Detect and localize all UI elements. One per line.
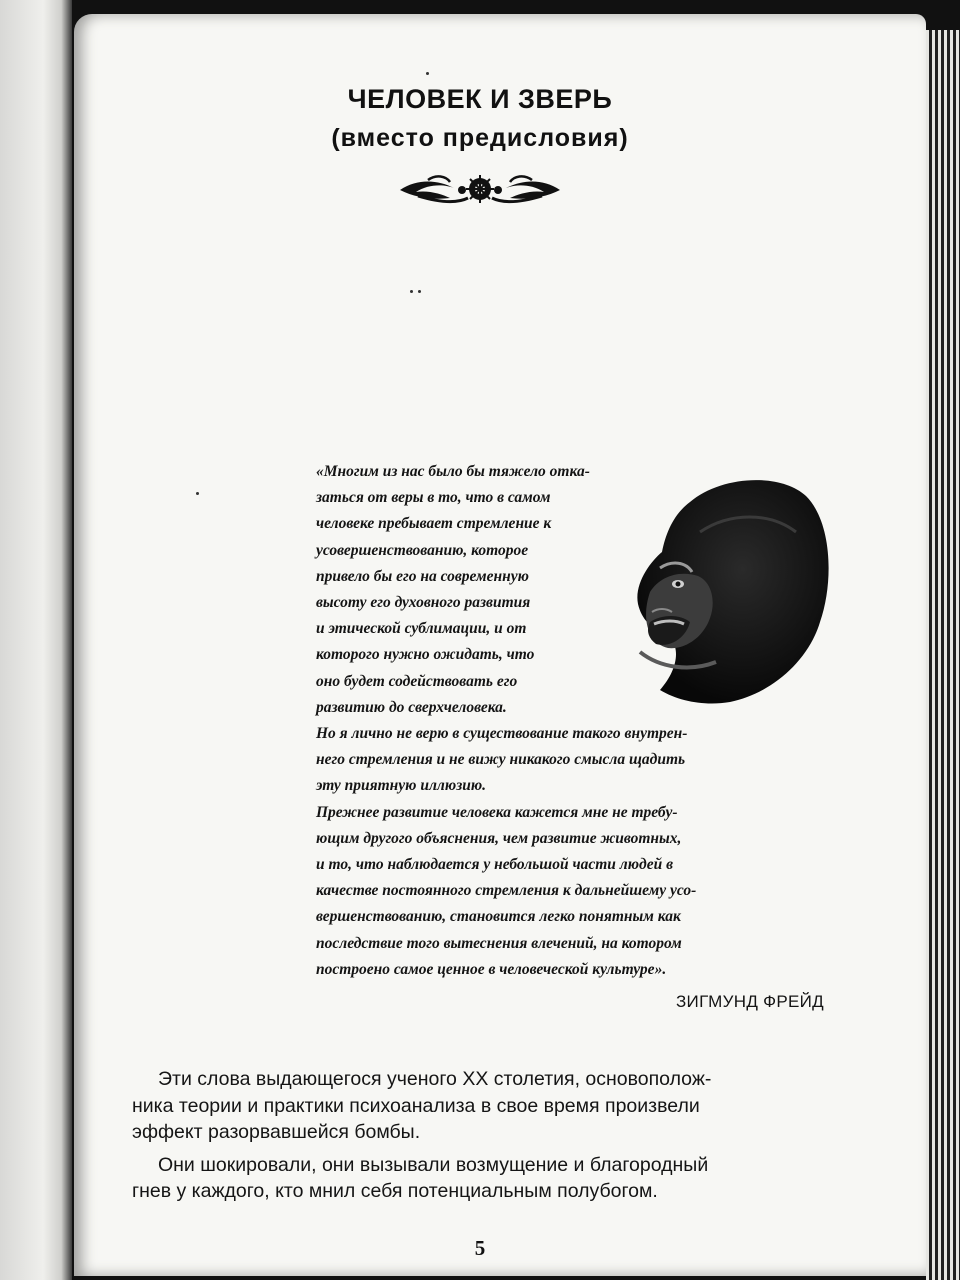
epigraph-line: качестве постоянного стремления к дальнейшему усо- <box>316 882 697 900</box>
body-line: гнев у каждого, кто мнил себя потенциальным полубогом. <box>132 1180 658 1202</box>
epigraph-paragraph <box>316 721 836 800</box>
body-text <box>132 1066 832 1211</box>
print-speck <box>426 72 429 75</box>
previous-page-edge <box>0 0 72 1280</box>
chapter-subtitle: (вместо предисловия) <box>331 124 629 152</box>
epigraph-line: эту приятную иллюзию. <box>316 777 487 795</box>
epigraph-line: и то, что наблюдается у небольшой части людей в <box>316 856 674 874</box>
epigraph-line: усовершенствованию, которое <box>316 541 529 559</box>
epigraph-paragraph <box>316 800 836 983</box>
print-speck <box>410 290 413 293</box>
epigraph-line: привело бы его на современную <box>316 567 529 585</box>
epigraph-line: оно будет содействовать его <box>316 672 518 690</box>
epigraph-author: ЗИГМУНД ФРЕЙД <box>675 992 824 1011</box>
epigraph-line: него стремления и не вижу никакого смысла щадить <box>316 751 686 769</box>
decorative-flourish-icon <box>398 168 562 208</box>
epigraph-line: построено самое ценное в человеческой культуре». <box>316 960 667 978</box>
print-speck <box>196 492 199 495</box>
epigraph-line: последствие того вытеснения влечений, на котором <box>316 934 682 952</box>
epigraph-line: вершенствованию, становится легко понятным как <box>316 908 681 926</box>
page-stack-edges <box>926 30 960 1280</box>
epigraph-paragraph <box>316 459 836 721</box>
body-line: Они шокировали, они вызывали возмущение и благородный <box>158 1153 709 1176</box>
body-line: Эти слова выдающегося ученого XX столетия, основополож- <box>158 1068 712 1090</box>
epigraph-line: Но я лично не верю в существование такого внутрен- <box>316 725 688 743</box>
epigraph-line: которого нужно ожидать, что <box>316 646 535 664</box>
epigraph-line: «Многим из нас было бы тяжело отка- <box>316 463 590 480</box>
epigraph-line: высоту его духовного развития <box>316 594 531 612</box>
epigraph-line: Прежнее развитие человека кажется мне не требу- <box>316 803 678 821</box>
body-line: ника теории и практики психоанализа в свое время произвели <box>132 1094 700 1117</box>
epigraph-line: ющим другого объяснения, чем развитие животных, <box>316 829 682 847</box>
body-paragraph <box>132 1066 832 1146</box>
epigraph-line: и этической сублимации, и от <box>316 620 527 638</box>
epigraph-line: человеке пребывает стремление к <box>316 515 552 533</box>
body-line: эффект разорвавшейся бомбы. <box>132 1121 421 1143</box>
chapter-title: ЧЕЛОВЕК И ЗВЕРЬ <box>347 84 613 114</box>
page-number: 5 <box>474 1236 486 1260</box>
epigraph-line: развитию до сверхчеловека. <box>316 698 507 716</box>
body-paragraph <box>132 1152 832 1205</box>
print-speck <box>418 290 421 293</box>
epigraph-line: заться от веры в то, что в самом <box>316 489 551 507</box>
epigraph-quote <box>316 459 836 983</box>
